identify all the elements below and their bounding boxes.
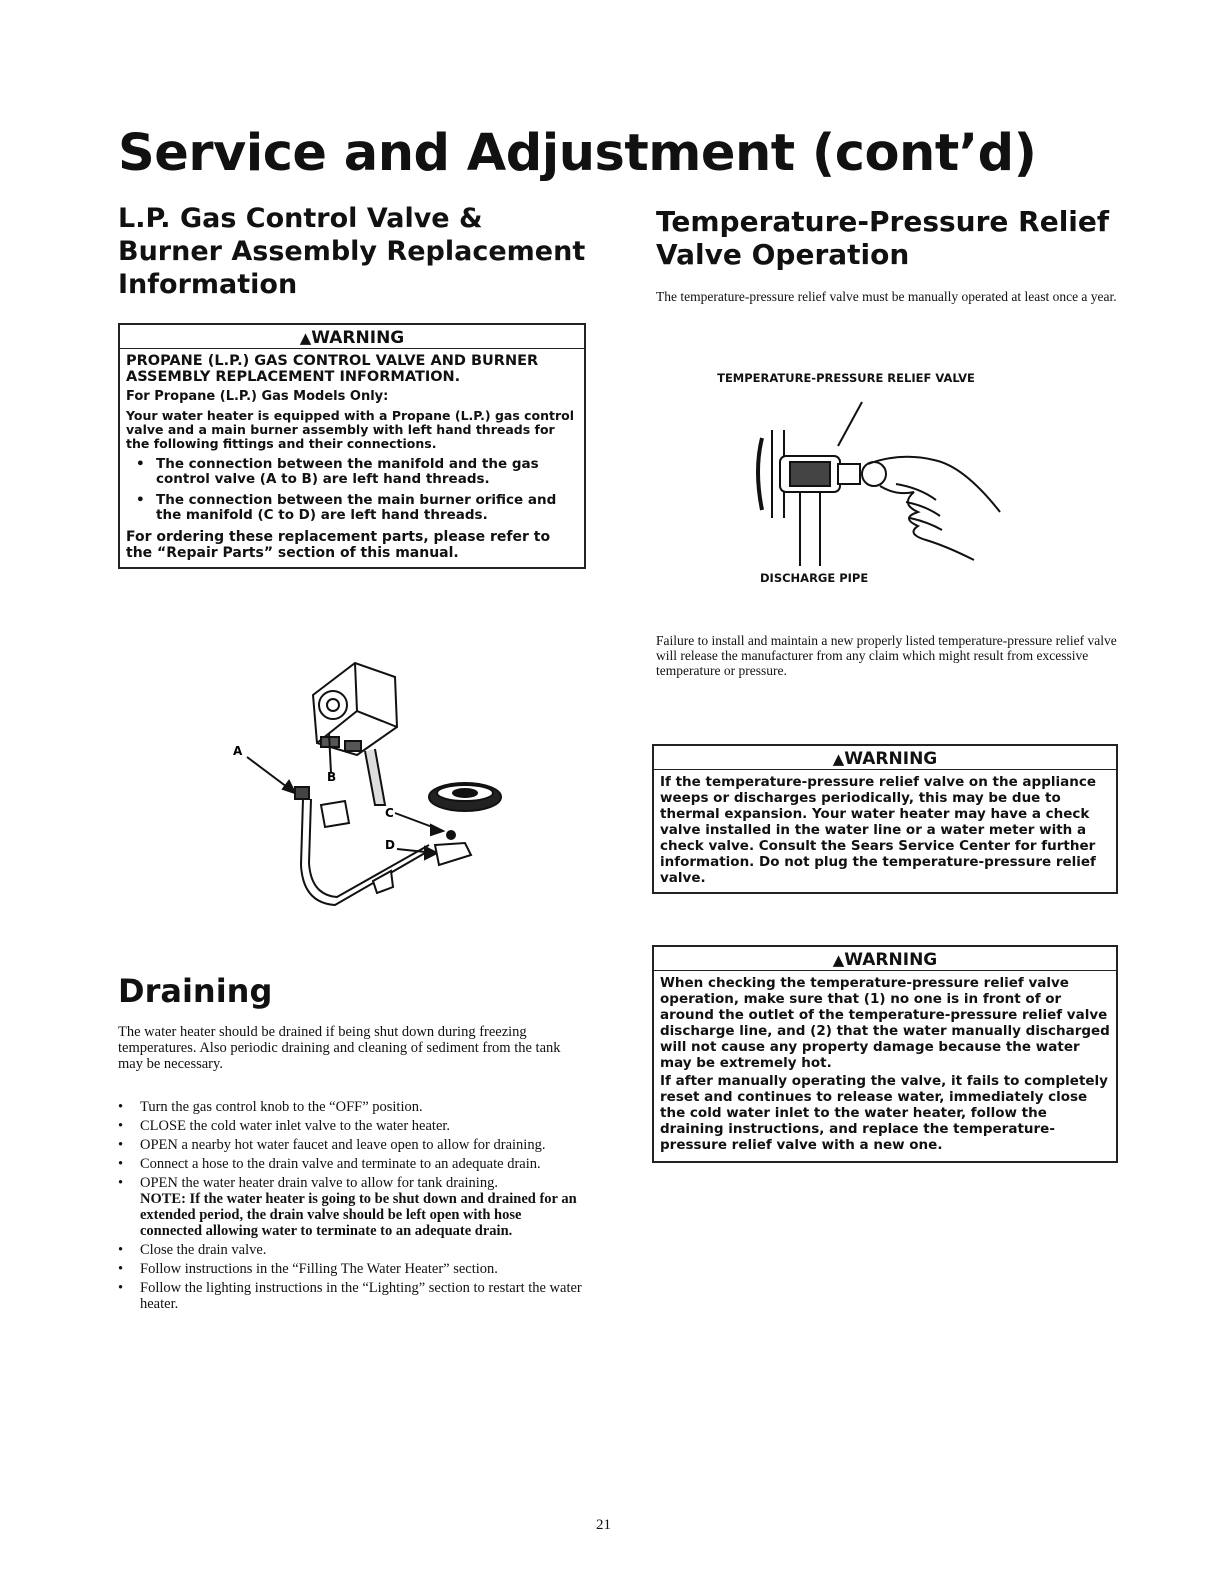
warning-models: For Propane (L.P.) Gas Models Only: xyxy=(126,389,389,404)
list-item: • Follow the lighting instructions in the “Lighting” section to restart the water heater. xyxy=(118,1280,582,1312)
lp-section-heading: L.P. Gas Control Valve & Burner Assembly Replacement Information xyxy=(118,203,586,300)
draining-steps xyxy=(118,1099,586,1315)
warning-text: When checking the temperature-pressure relief valve operation, make sure that (1) no one is in front of or around the outlet of the temperature-pressure relief valve discharge line, and (2) that the water manually discharged will not cause any property damage because the water may be extremely hot. xyxy=(660,975,1110,1071)
warning-heading: PROPANE (L.P.) GAS CONTROL VALVE AND BURNER ASSEMBLY REPLACEMENT INFORMATION. xyxy=(126,353,539,385)
warning-label: WARNING xyxy=(311,328,405,348)
tp-failure-text: Failure to install and maintain a new properly listed temperature-pressure relief valve will release the manufacturer from any claim which might result from excessive temperature or pressure. xyxy=(656,633,1117,678)
list-item: • OPEN a nearby hot water faucet and leave open to allow for draining. xyxy=(118,1137,546,1153)
page-title: Service and Adjustment (cont’d) xyxy=(118,124,1037,183)
tp-section-heading: Temperature-Pressure Relief Valve Operation xyxy=(656,205,1110,271)
warning-footer: For ordering these replacement parts, please refer to the “Repair Parts” section of this manual. xyxy=(126,529,551,561)
page-number: 21 xyxy=(596,1517,611,1533)
label-b: B xyxy=(327,770,337,784)
discharge-pipe-label: DISCHARGE PIPE xyxy=(760,571,869,585)
tp-warning-box-2 xyxy=(652,945,1118,1163)
warning-triangle-icon: ▲ xyxy=(832,750,845,768)
tp-valve-label: TEMPERATURE-PRESSURE RELIEF VALVE xyxy=(717,371,975,385)
tp-warning-box-1 xyxy=(652,744,1118,894)
warning-label: WARNING xyxy=(844,950,938,970)
list-item: • Connect a hose to the drain valve and terminate to an adequate drain. xyxy=(118,1156,541,1172)
warning-bullets xyxy=(126,457,578,523)
lp-warning-box xyxy=(118,323,586,569)
list-item: • Turn the gas control knob to the “OFF” position. xyxy=(118,1099,423,1115)
warning-triangle-icon: ▲ xyxy=(832,951,845,969)
tp-intro: The temperature-pressure relief valve must be manually operated at least once a year. xyxy=(656,289,1117,304)
list-item: • Follow instructions in the “Filling The Water Heater” section. xyxy=(118,1261,498,1277)
warning-bullet: • The connection between the manifold and the gas control valve (A to B) are left hand threads. xyxy=(140,457,578,487)
gas-valve-burner-illustration xyxy=(225,655,525,935)
draining-note: NOTE: If the water heater is going to be shut down and drained for an extended period, the drain valve should be left open with hose connected allowing water to terminate to an adequate drain. xyxy=(140,1191,577,1239)
warning-title xyxy=(654,750,1116,770)
label-d: D xyxy=(385,838,395,852)
label-a: A xyxy=(233,744,243,758)
list-item: • OPEN the water heater drain valve to allow for tank draining. NOTE: If the water heater is going to be shut down and drained for an extended period, the drain valve should be left open with hose connected allowing water to terminate to an adequate drain. xyxy=(118,1175,586,1239)
warning-bullet: • The connection between the main burner orifice and the manifold (C to D) are left hand threads. xyxy=(140,493,578,523)
list-item: • CLOSE the cold water inlet valve to the water heater. xyxy=(118,1118,451,1134)
tp-relief-valve-illustration xyxy=(750,400,1010,570)
label-c: C xyxy=(385,806,394,820)
warning-text: If the temperature-pressure relief valve on the appliance weeps or discharges periodically, this may be due to thermal expansion. Your water heater may have a check valve installed in the water line or a water meter with a check valve. Consult the Sears Service Center for further information. Do not plug the temperature-pressure relief valve. xyxy=(660,774,1097,886)
warning-label: WARNING xyxy=(844,749,938,769)
warning-text: If after manually operating the valve, it fails to completely reset and continues to release water, immediately close the cold water inlet to the water heater, follow the draining instructions, and replace the temperature-pressure relief valve with a new one. xyxy=(660,1073,1108,1153)
draining-heading: Draining xyxy=(118,972,273,1010)
warning-title xyxy=(120,329,584,349)
draining-intro: The water heater should be drained if being shut down during freezing temperatures. Also periodic draining and cleaning of sediment from the tank may be necessary. xyxy=(118,1024,561,1072)
warning-title xyxy=(654,951,1116,971)
list-item: • Close the drain valve. xyxy=(118,1242,267,1258)
warning-triangle-icon: ▲ xyxy=(299,329,312,347)
warning-intro: Your water heater is equipped with a Propane (L.P.) gas control valve and a main burner assembly with left hand threads for the following fittings and their connections. xyxy=(126,408,575,451)
